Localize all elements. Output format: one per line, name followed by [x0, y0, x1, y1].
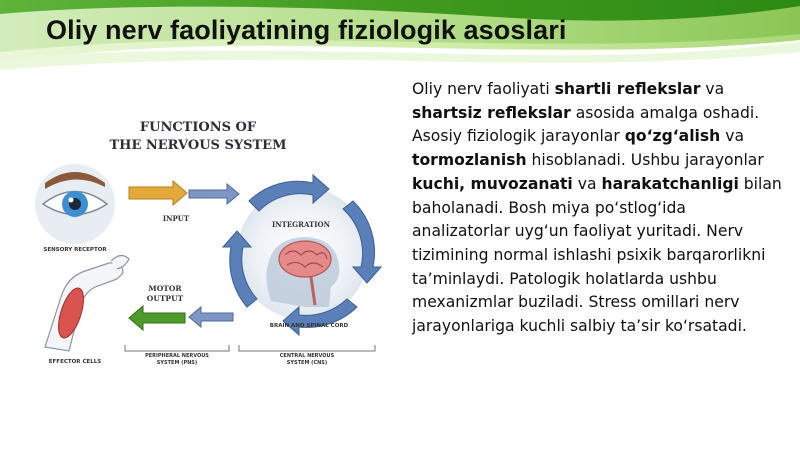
label-integration: INTEGRATION [271, 220, 331, 229]
bold-inhibition: tormozlanish [412, 151, 527, 170]
nervous-system-diagram [13, 101, 389, 371]
text-run: asosida amalga oshadi. Asosiy fiziologik jarayonlar [412, 103, 760, 146]
text-run: Oliy nerv faoliyati [412, 80, 555, 98]
label-input: INPUT [162, 214, 190, 223]
bold-unconditioned-reflexes: shartsiz reflekslar [412, 103, 571, 122]
brain-icon [266, 237, 339, 307]
text-run: hisoblanadi. Ushbu jarayonlar [526, 151, 764, 170]
label-brain-spinal-cord: BRAIN AND SPINAL CORD [269, 323, 349, 329]
label-cns-line1: CENTRAL NERVOUS [279, 353, 335, 359]
text-run: va [700, 80, 725, 98]
figure-title-line2: THE NERVOUS SYSTEM [109, 138, 287, 153]
bold-conditioned-reflexes: shartli reflekslar [554, 80, 701, 98]
label-pns-line2: SYSTEM (PNS) [156, 360, 198, 366]
bold-strength-balance: kuchi, muvozanati [412, 174, 573, 193]
slide-title: Oliy nerv faoliyatining fiziologik asoslari [46, 15, 567, 45]
text-run: va [720, 127, 745, 146]
label-pns-line1: PERIPHERAL NERVOUS [145, 353, 209, 359]
bold-excitation: qo‘zg‘alish [624, 127, 721, 146]
label-motor: MOTOR [148, 284, 182, 293]
text-run: bilan baholanadi. Bosh miya po‘stlog‘ida analizatorlar uyg‘un faoliyat yuritadi. Nerv tizimining normal ishlashi psixik barqarorlikni ta’minlaydi. Patologik holatlarda ushbu mexanizmlar buziladi. Stress omillari nerv jarayonlariga kuchli salbiy ta’sir ko‘rsatadi. [412, 174, 782, 336]
label-sensory-receptor: SENSORY RECEPTOR [43, 247, 107, 253]
figure-title-line1: FUNCTIONS OF [139, 120, 257, 135]
label-cns-line2: SYSTEM (CNS) [286, 360, 328, 366]
body-paragraph [412, 78, 787, 339]
label-effector-cells: EFFECTOR CELLS [48, 359, 102, 365]
text-run: va [572, 174, 602, 193]
bold-mobility: harakatchanligi [601, 174, 739, 193]
label-output: OUTPUT [146, 294, 184, 303]
eye-icon [35, 164, 115, 244]
